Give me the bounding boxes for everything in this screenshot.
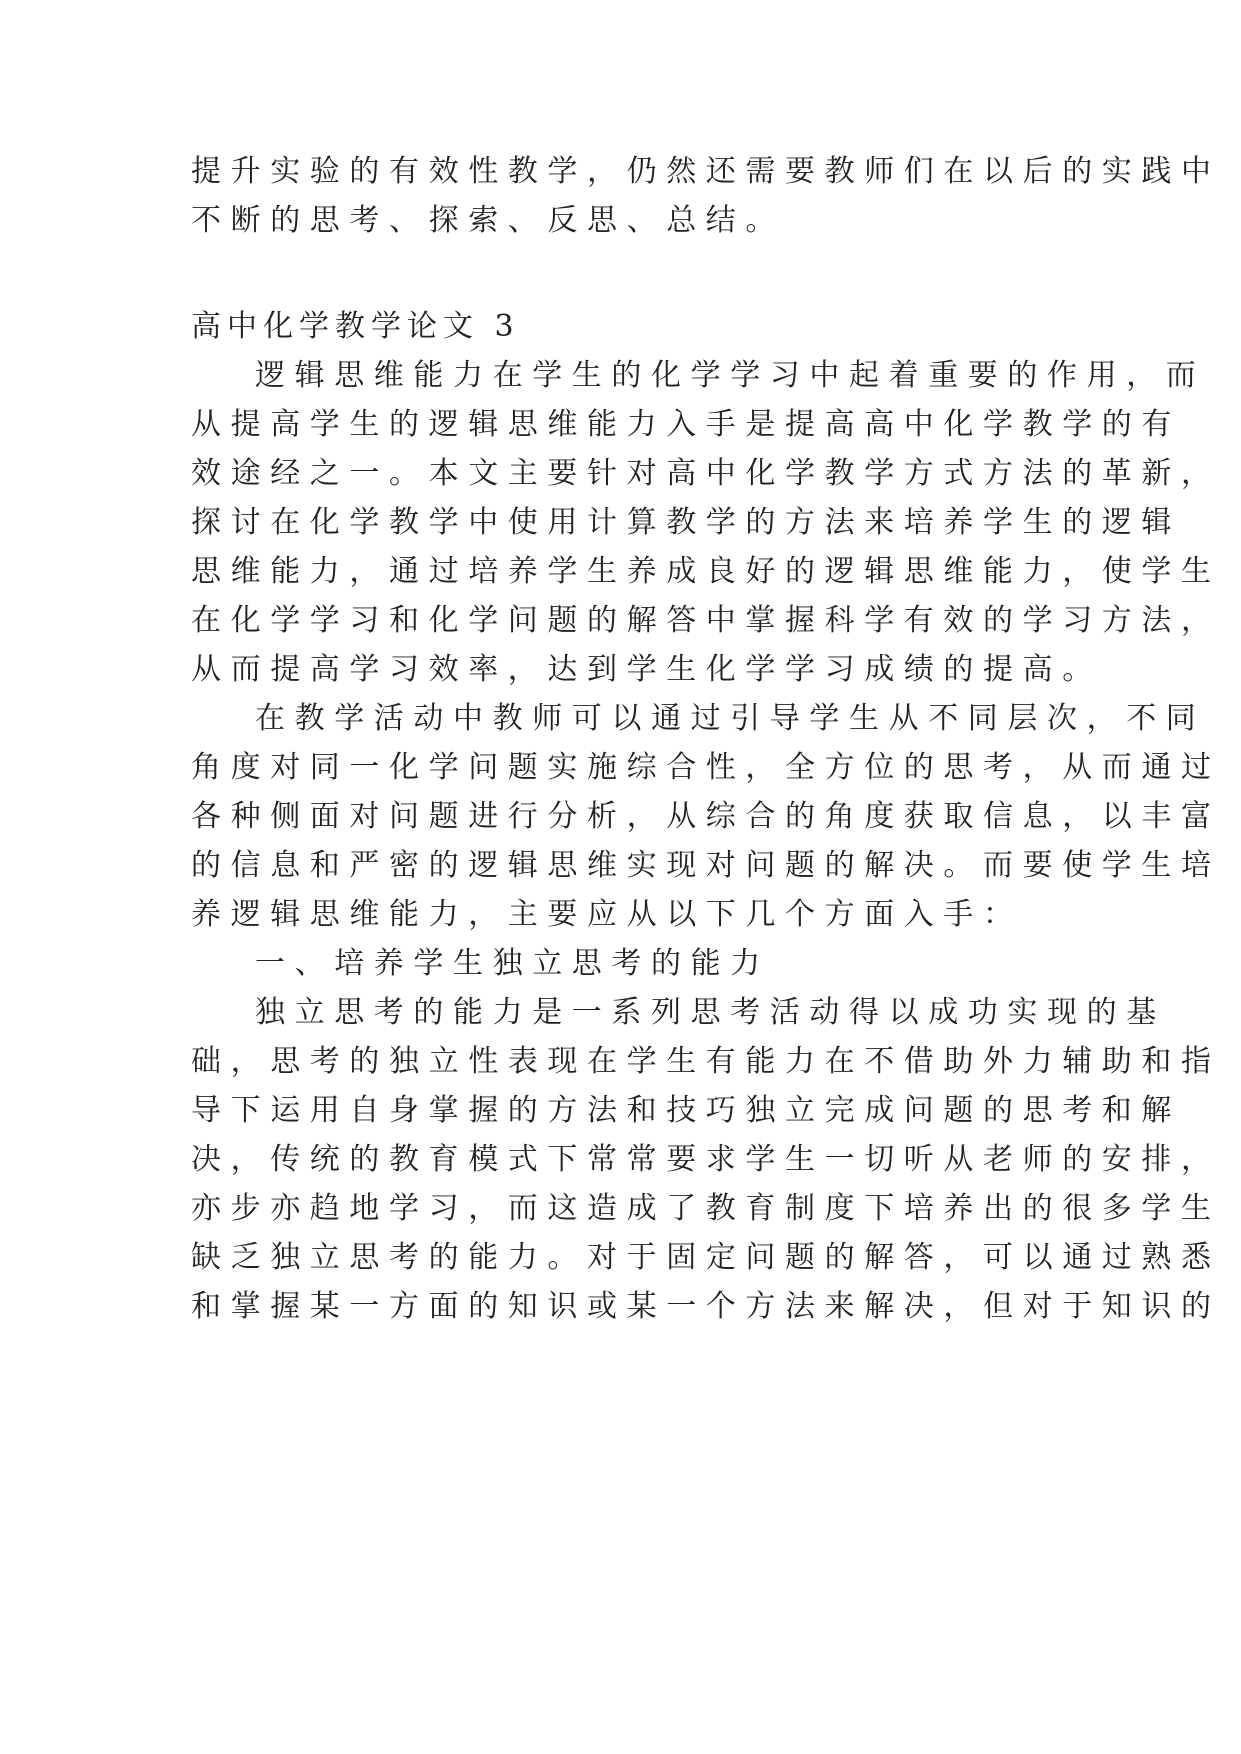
intro-line: 不断的思考、探索、反思、总结。 [191, 203, 785, 238]
paragraph-line: 缺乏独立思考的能力。对于固定问题的解答，可以通过熟悉 [191, 1240, 1221, 1275]
paragraph-line: 逻辑思维能力在学生的化学学习中起着重要的作用，而 [255, 358, 1206, 393]
paragraph-line: 从而提高学习效率，达到学生化学学习成绩的提高。 [191, 652, 1102, 687]
paragraph-line: 决，传统的教育模式下常常要求学生一切听从老师的安排， [191, 1142, 1221, 1177]
paragraph-line: 和掌握某一方面的知识或某一个方法来解决，但对于知识的 [191, 1289, 1221, 1324]
intro-line: 提升实验的有效性教学，仍然还需要教师们在以后的实践中 [191, 154, 1221, 189]
paragraph-line: 探讨在化学教学中使用计算教学的方法来培养学生的逻辑 [191, 505, 1181, 540]
section-heading: 高中化学教学论文 3 [191, 309, 520, 344]
paragraph-line: 的信息和严密的逻辑思维实现对问题的解决。而要使学生培 [191, 848, 1221, 883]
paragraph-line: 独立思考的能力是一系列思考活动得以成功实现的基 [255, 995, 1166, 1030]
paragraph-line: 养逻辑思维能力，主要应从以下几个方面入手： [191, 897, 1023, 932]
paragraph-line: 效途经之一。本文主要针对高中化学教学方式方法的革新， [191, 456, 1221, 491]
paragraph-line: 在化学学习和化学问题的解答中掌握科学有效的学习方法， [191, 603, 1221, 638]
paragraph-line: 从提高学生的逻辑思维能力入手是提高高中化学教学的有 [191, 407, 1181, 442]
paragraph-line: 角度对同一化学问题实施综合性，全方位的思考，从而通过 [191, 750, 1221, 785]
paragraph-line: 础，思考的独立性表现在学生有能力在不借助外力辅助和指 [191, 1044, 1221, 1079]
paragraph-line: 亦步亦趋地学习，而这造成了教育制度下培养出的很多学生 [191, 1191, 1221, 1226]
paragraph-line: 思维能力，通过培养学生养成良好的逻辑思维能力，使学生 [191, 554, 1221, 589]
paragraph-line: 在教学活动中教师可以通过引导学生从不同层次，不同 [255, 701, 1206, 736]
paragraph-line: 导下运用自身掌握的方法和技巧独立完成问题的思考和解 [191, 1093, 1181, 1128]
subheading-line: 一、培养学生独立思考的能力 [255, 946, 770, 981]
paragraph-line: 各种侧面对问题进行分析，从综合的角度获取信息，以丰富 [191, 799, 1221, 834]
